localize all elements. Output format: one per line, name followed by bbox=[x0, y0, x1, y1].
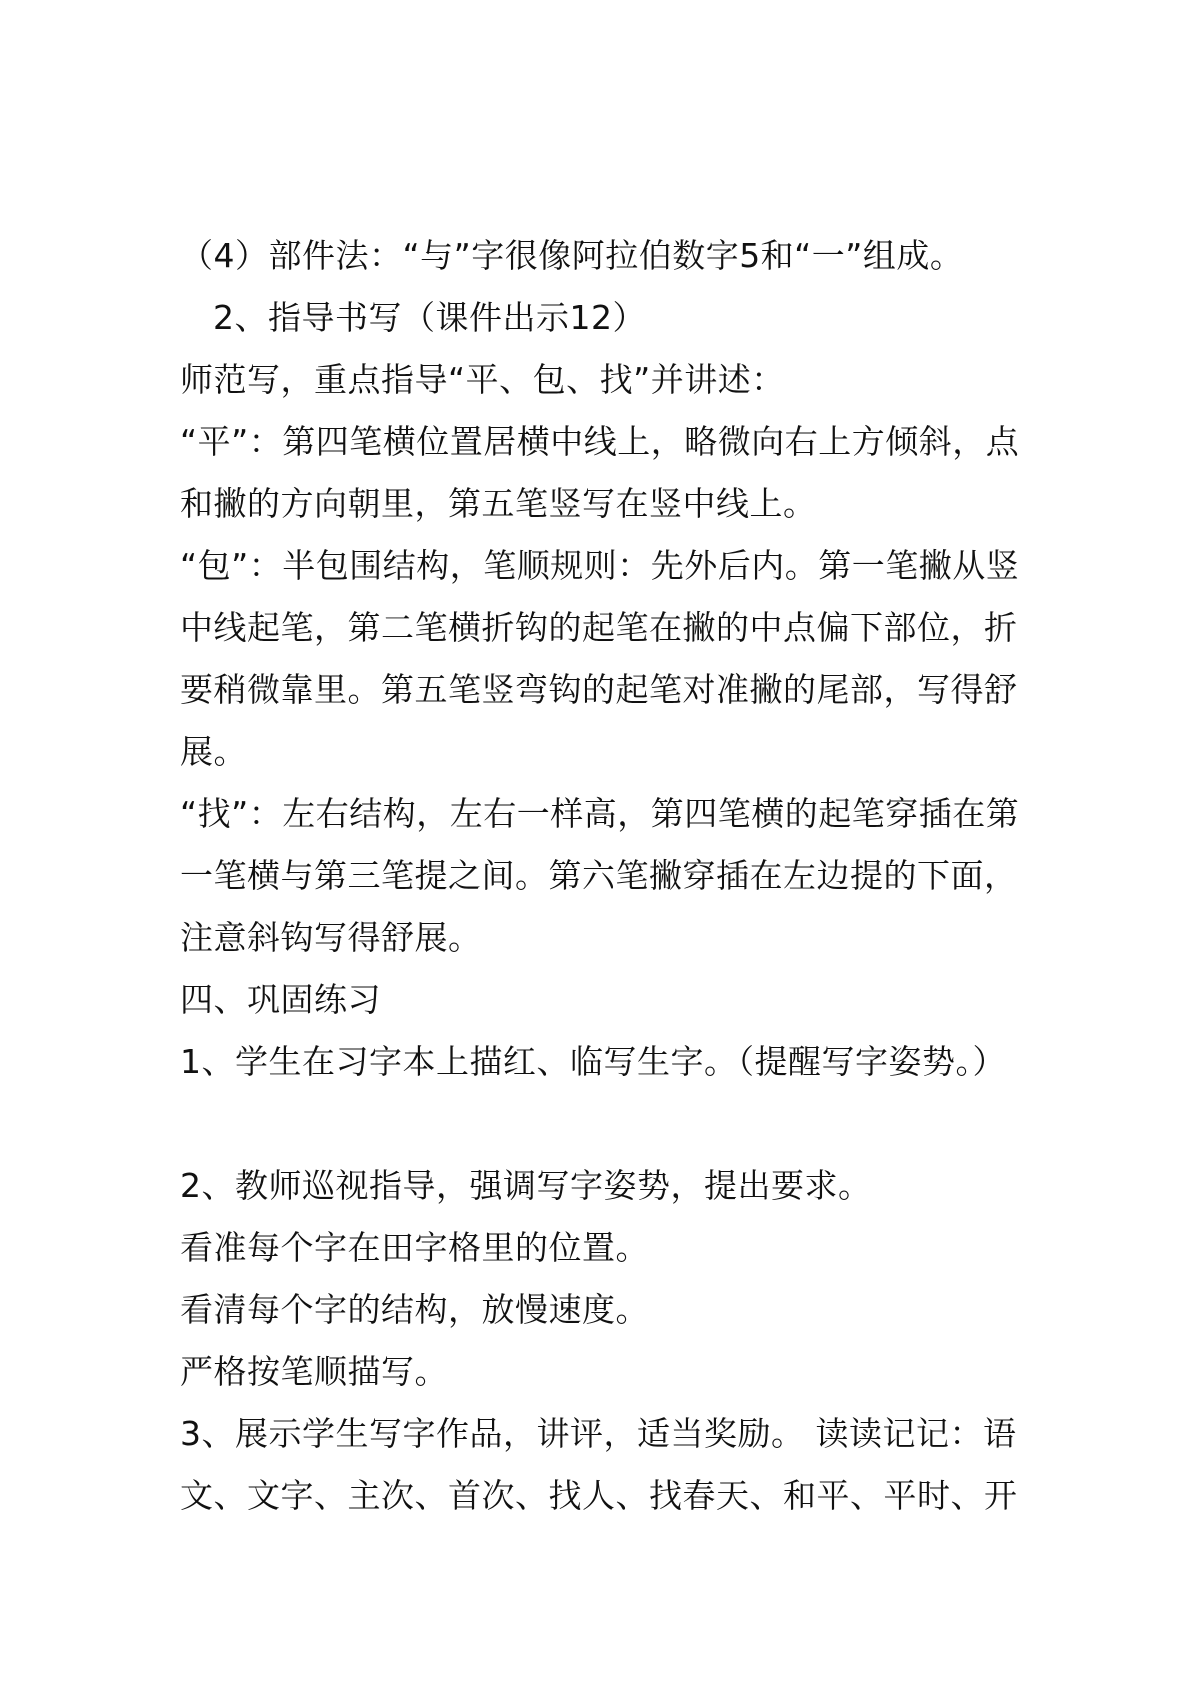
text-line-bao-2: 中线起笔，第二笔横折钩的起笔在撇的中点偏下部位，折 bbox=[180, 608, 1018, 647]
text-line-practice-2: 2、教师巡视指导，强调写字姿势，提出要求。 bbox=[180, 1166, 872, 1205]
text-line-ping-2: 和撇的方向朝里，第五笔竖写在竖中线上。 bbox=[180, 484, 817, 523]
text-line-requirement-1: 看准每个字在田字格里的位置。 bbox=[180, 1228, 649, 1267]
text-line-section-four-heading: 四、巩固练习 bbox=[180, 980, 381, 1019]
text-line-practice-3: 3、展示学生写字作品，讲评，适当奖励。 读读记记：语 bbox=[180, 1414, 1017, 1453]
text-line-bao-3: 要稍微靠里。第五笔竖弯钩的起笔对准撇的尾部，写得舒 bbox=[180, 670, 1018, 709]
text-line-teacher-demo: 师范写，重点指导“平、包、找”并讲述： bbox=[180, 360, 785, 399]
text-line-bao-1: “包”：半包围结构，笔顺规则：先外后内。第一笔撇从竖 bbox=[180, 546, 1020, 585]
text-line-requirement-2: 看清每个字的结构，放慢速度。 bbox=[180, 1290, 649, 1329]
text-line-requirement-3: 严格按笔顺描写。 bbox=[180, 1352, 448, 1391]
lesson-plan-text bbox=[180, 225, 1020, 1527]
text-line-practice-1: 1、学生在习字本上描红、临写生字。（提醒写字姿势。） bbox=[180, 1042, 1006, 1081]
text-line-ping-1: “平”：第四笔横位置居横中线上，略微向右上方倾斜，点 bbox=[180, 422, 1020, 461]
text-line-zhao-1: “找”：左右结构，左右一样高，第四笔横的起笔穿插在第 bbox=[180, 794, 1020, 833]
blank-line bbox=[180, 1093, 1020, 1155]
text-line-zhao-2: 一笔横与第三笔提之间。第六笔撇穿插在左边提的下面， bbox=[180, 856, 1018, 895]
text-line-writing-guidance-heading: 2、指导书写（课件出示12） bbox=[213, 298, 646, 337]
text-line-component-method: （4）部件法：“与”字很像阿拉伯数字5和“一”组成。 bbox=[180, 236, 964, 275]
text-line-bao-4: 展。 bbox=[180, 732, 247, 771]
text-line-zhao-3: 注意斜钩写得舒展。 bbox=[180, 918, 482, 957]
text-line-vocabulary: 文、文字、主次、首次、找人、找春天、和平、平时、开 bbox=[180, 1476, 1018, 1515]
